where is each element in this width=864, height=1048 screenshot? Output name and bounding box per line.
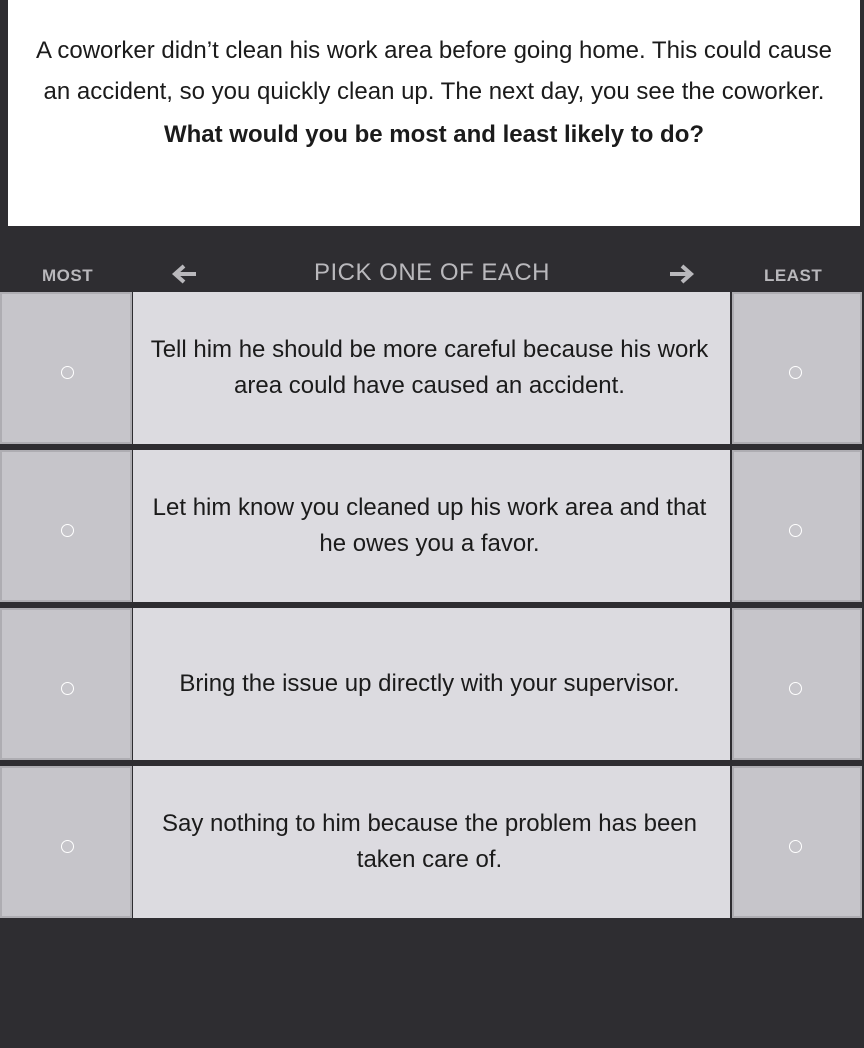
most-radio-button-2[interactable] (61, 524, 74, 537)
response-header (0, 252, 864, 292)
most-radio-cell-4[interactable] (0, 766, 132, 918)
least-radio-button-2[interactable] (789, 524, 802, 537)
most-radio-button-3[interactable] (61, 682, 74, 695)
least-radio-cell-4[interactable] (732, 766, 862, 918)
option-row (0, 766, 864, 918)
option-row (0, 450, 864, 602)
least-column-label: LEAST (764, 266, 823, 285)
least-radio-button-4[interactable] (789, 840, 802, 853)
most-radio-cell-2[interactable] (0, 450, 132, 602)
option-row (0, 608, 864, 760)
least-radio-button-3[interactable] (789, 682, 802, 695)
option-text-1 (133, 292, 730, 444)
least-radio-cell-3[interactable] (732, 608, 862, 760)
arrow-right-icon (668, 262, 696, 286)
option-text-4 (133, 766, 730, 918)
question-prompt: What would you be most and least likely to do? (163, 121, 705, 148)
option-text-2 (133, 450, 730, 602)
most-radio-button-4[interactable] (61, 840, 74, 853)
most-radio-button-1[interactable] (61, 366, 74, 379)
least-radio-cell-1[interactable] (732, 292, 862, 444)
least-radio-button-1[interactable] (789, 366, 802, 379)
option-label-2: Let him know you cleaned up his work area and that he owes you a favor. (152, 494, 707, 557)
option-label-4: Say nothing to him because the problem has been taken care of. (161, 810, 698, 873)
option-text-3 (133, 608, 730, 760)
option-row (0, 292, 864, 444)
scenario-panel (8, 0, 860, 226)
least-radio-cell-2[interactable] (732, 450, 862, 602)
option-label-3: Bring the issue up directly with your supervisor. (179, 670, 680, 697)
scenario-text: A coworker didn’t clean his work area before going home. This could cause an accident, so you quickly clean up. The next day, you see the coworker. (36, 37, 832, 105)
most-column-label: MOST (42, 266, 94, 285)
most-radio-cell-1[interactable] (0, 292, 132, 444)
most-radio-cell-3[interactable] (0, 608, 132, 760)
pick-instruction: PICK ONE OF EACH (313, 259, 551, 286)
option-label-1: Tell him he should be more careful because his work area could have caused an accident. (150, 336, 709, 399)
